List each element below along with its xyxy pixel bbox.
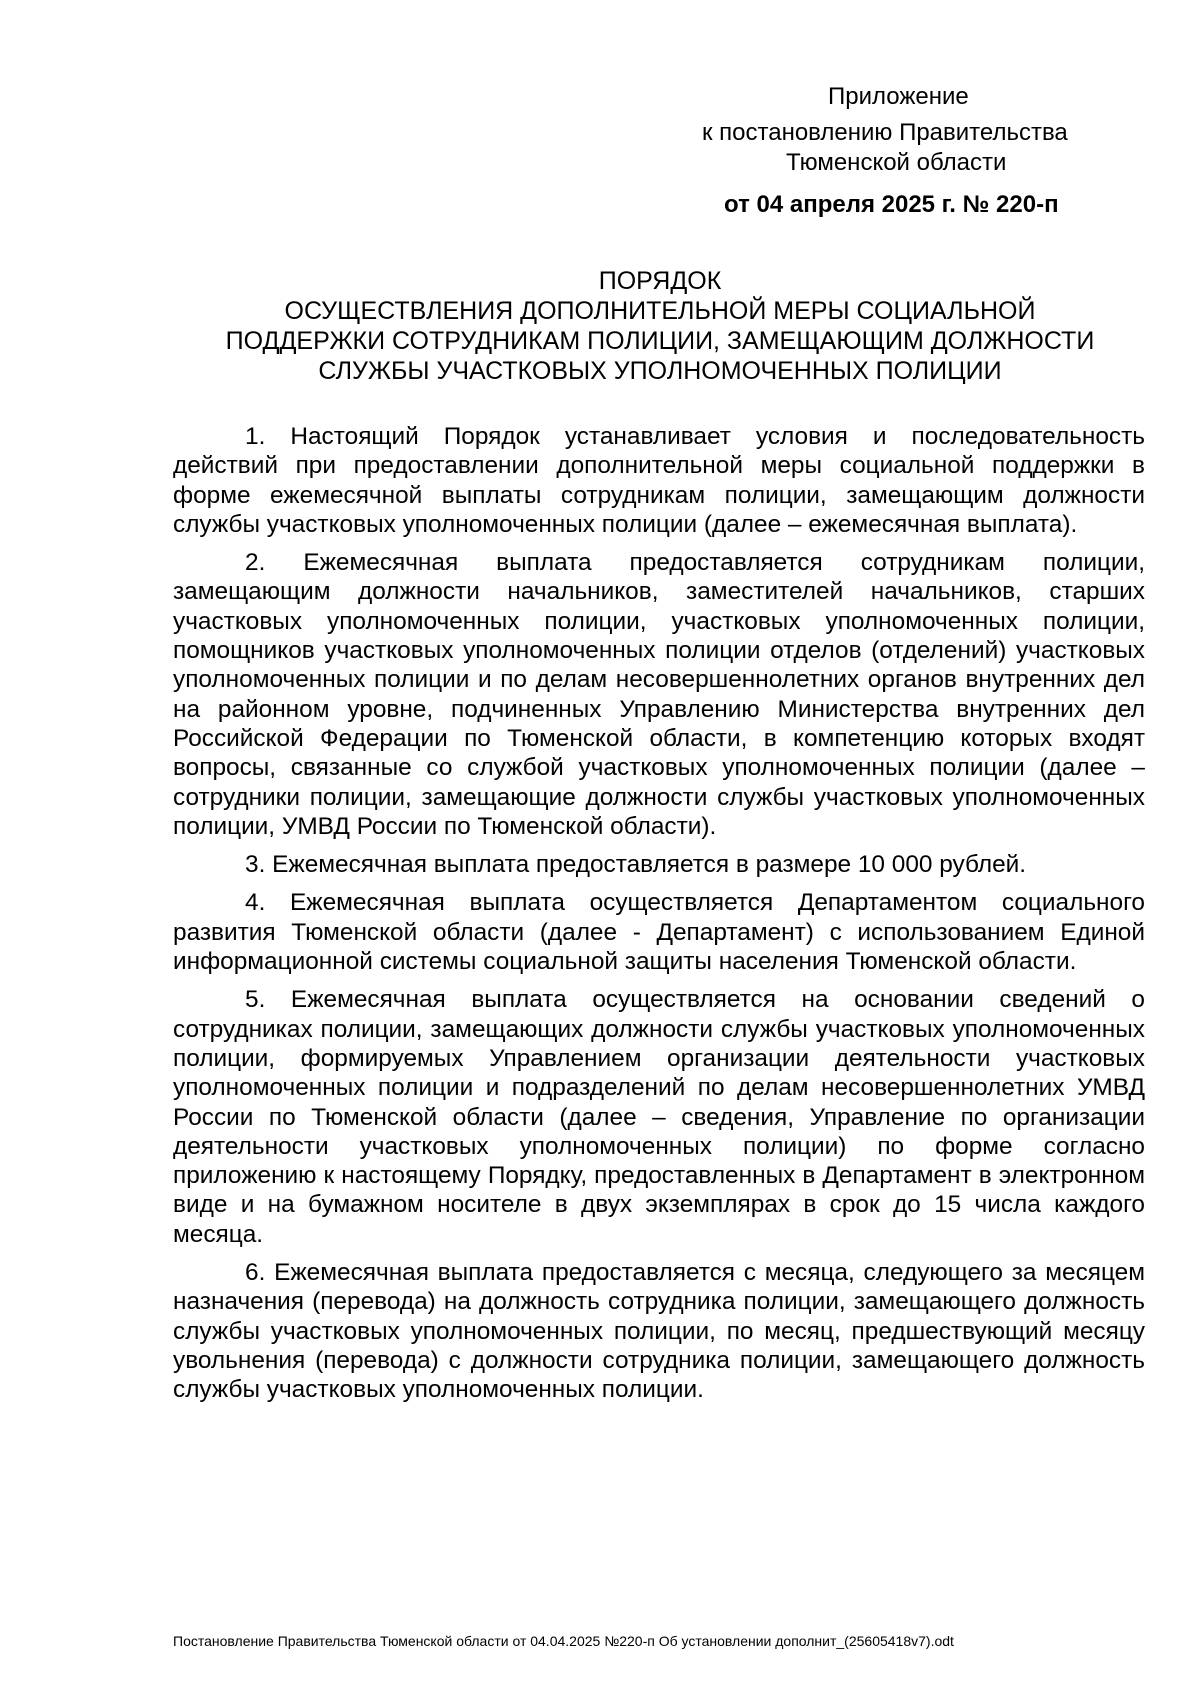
paragraph-3: 3. Ежемесячная выплата предоставляется в размере 10 000 рублей. (245, 851, 1027, 879)
document-title-line: ПОДДЕРЖКИ СОТРУДНИКАМ ПОЛИЦИИ, ЗАМЕЩАЮЩИМ ДОЛЖНОСТИ (225, 327, 1095, 355)
document-title-line: ПОРЯДОК (598, 267, 722, 295)
paragraph-4: 4. Ежемесячная выплата осуществляется Департаментом социального развития Тюменской области (далее - Департамент) с использованием Единой информационной системы социальной защиты населения Тюменской области. (173, 889, 1145, 976)
page-footer: Постановление Правительства Тюменской области от 04.04.2025 №220-п Об установлении дополнит_(25605418v7).odt (173, 1633, 954, 1649)
document-title (160, 266, 1160, 386)
paragraph-2: 2. Ежемесячная выплата предоставляется сотрудникам полиции, замещающим должности начальников, заместителей начальников, старших участковых уполномоченных полиции, участковых уполномоченных полиции, помощников участковых уполномоченных полиции отделов (отделений) участковых уполномоченных полиции и по делам несовершеннолетних органов внутренних дел на районном уровне, подчиненных Управлению Министерства внутренних дел Российской Федерации по Тюменской области, в компетенцию которых входят вопросы, связанные со службой участковых уполномоченных полиции (далее – сотрудники полиции, замещающие должности службы участковых уполномоченных полиции, УМВД России по Тюменской области). (173, 549, 1145, 840)
attachment-title: Приложение (828, 83, 969, 110)
document-title-line: СЛУЖБЫ УЧАСТКОВЫХ УПОЛНОМОЧЕННЫХ ПОЛИЦИИ (318, 357, 1002, 385)
attachment-region-line: Тюменской области (786, 149, 1007, 176)
attachment-date-number: от 04 апреля 2025 г. № 220-п (724, 191, 1059, 218)
paragraph-6: 6. Ежемесячная выплата предоставляется с месяца, следующего за месяцем назначения (перевода) на должность сотрудника полиции, замещающего должность службы участковых уполномоченных полиции, по месяц, предшествующий месяцу увольнения (перевода) с должности сотрудника полиции, замещающего должность службы участковых уполномоченных полиции. (173, 1259, 1145, 1404)
document-title-line: ОСУЩЕСТВЛЕНИЯ ДОПОЛНИТЕЛЬНОЙ МЕРЫ СОЦИАЛЬНОЙ (284, 297, 1036, 325)
attachment-header (690, 82, 1120, 220)
paragraph-5: 5. Ежемесячная выплата осуществляется на основании сведений о сотрудниках полиции, замещающих должности службы участковых уполномоченных полиции, формируемых Управлением организации деятельности участковых уполномоченных полиции и подразделений по делам несовершеннолетних УМВД России по Тюменской области (далее – сведения, Управление по организации деятельности участковых уполномоченных полиции) по форме согласно приложению к настоящему Порядку, предоставленных в Департамент в электронном виде и на бумажном носителе в двух экземплярах в срок до 15 числа каждого месяца. (173, 986, 1145, 1248)
attachment-resolution-line: к постановлению Правительства (702, 119, 1068, 146)
paragraph-1: 1. Настоящий Порядок устанавливает условия и последовательность действий при предоставлении дополнительной меры социальной поддержки в форме ежемесячной выплаты сотрудникам полиции, замещающим должности службы участковых уполномоченных полиции (далее – ежемесячная выплата). (173, 423, 1145, 538)
document-body (173, 422, 1145, 1414)
